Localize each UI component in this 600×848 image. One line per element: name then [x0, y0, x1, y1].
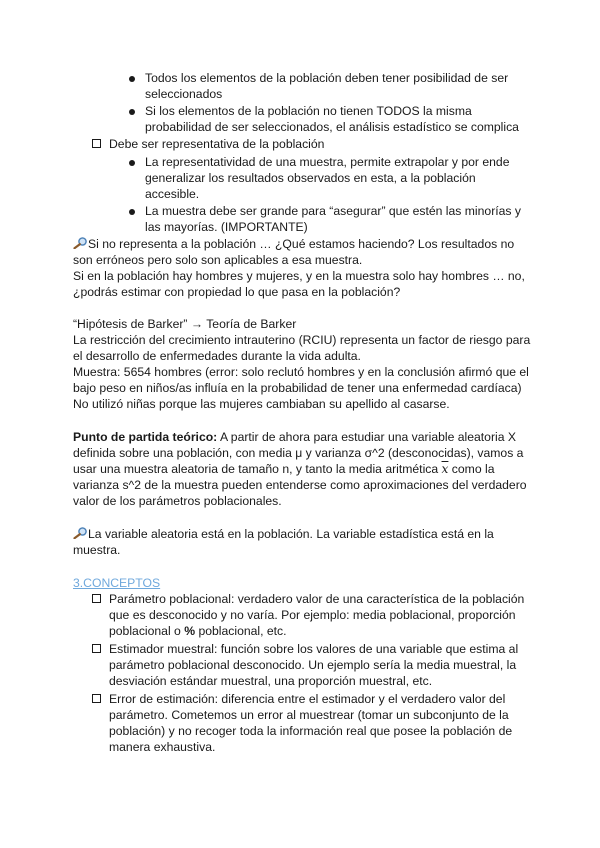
checkbox-icon[interactable]	[92, 594, 101, 603]
checklist-item: Parámetro poblacional: verdadero valor de una característica de la población que es desconocido y no varía. Por ejemplo: media poblacional, proporción poblacional o % poblacional, etc.	[109, 591, 525, 639]
checkbox-icon[interactable]	[92, 694, 101, 703]
bullet-icon	[129, 209, 135, 215]
checkbox-icon[interactable]	[92, 139, 101, 148]
list-item	[145, 154, 523, 202]
list-item-text: Todos los elementos de la población deben tener posibilidad de ser seleccionados	[145, 71, 509, 101]
list-item	[145, 70, 523, 102]
list-item	[145, 103, 523, 135]
bullet-icon	[129, 109, 135, 115]
checklist-item: Error de estimación: diferencia entre el estimador y el verdadero valor del parámetro. Cometemos un error al muestrear (tomar un subconjunto de la población) y no recoger toda la información real que posee la población de manera exhaustiva.	[109, 691, 525, 755]
barker-sample-paragraph: Muestra: 5654 hombres (error: solo reclutó hombres y en la conclusión afirmó que el bajo peso en niños/as influía en la probabilidad de tener una enfermedad cardíaca)	[73, 365, 529, 395]
barker-title: “Hipótesis de Barker” → Teoría de Barker	[73, 317, 297, 331]
theory-paragraph: Punto de partida teórico: A partir de ahora para estudiar una variable aleatoria X definida sobre una población, con media μ y varianza σ^2 (desconocidas), vamos a usar una muestra aleatoria de tamaño n, y tanto la media aritmética $\overline{x}$ como la varianza s^2 de la muestra pueden entenderse como aproximaciones del verdadero valor de los parámetros poblacionales.	[73, 430, 527, 508]
magnifier-icon	[73, 237, 88, 249]
list-item-text: La muestra debe ser grande para “asegurar” que estén las minorías y las mayorías. (IMPORTANTE)	[145, 204, 521, 234]
note-paragraph-2: Si en la población hay hombres y mujeres, y en la muestra solo hay hombres … no, ¿podrás estimar con propiedad lo que pasa en la población?	[73, 269, 525, 299]
checklist-item	[109, 136, 525, 152]
list-item	[145, 203, 523, 235]
checkbox-icon[interactable]	[92, 644, 101, 653]
checklist-item: Estimador muestral: función sobre los valores de una variable que estima al parámetro poblacional desconocido. Un ejemplo sería la media muestral, la desviación estándar muestral, una proporción muestral, etc.	[109, 641, 525, 689]
barker-note-paragraph: No utilizó niñas porque las mujeres cambiaban su apellido al casarse.	[73, 397, 450, 411]
bullet-icon	[129, 160, 135, 166]
note-paragraph: Si no representa a la población … ¿Qué estamos haciendo? Los resultados no son erróneos pero solo son aplicables a esa muestra.	[73, 237, 515, 267]
xbar-symbol: $\overline{x}$	[441, 462, 449, 476]
barker-paragraph: La restricción del crecimiento intrauterino (RCIU) representa un factor de riesgo para el desarrollo de enfermedades durante la vida adulta.	[73, 333, 531, 363]
list-item-text: Si los elementos de la población no tienen TODOS la misma probabilidad de ser seleccionados, el análisis estadístico se complica	[145, 104, 519, 134]
magnifier-icon	[73, 527, 88, 539]
theory-label: Punto de partida teórico:	[73, 430, 218, 444]
variable-note: La variable aleatoria está en la población. La variable estadística está en la muestra.	[73, 527, 494, 557]
list-item-text: La representatividad de una muestra, permite extrapolar y por ende generalizar los resultados observados en esta, a la población accesible.	[145, 155, 510, 201]
section-heading: 3.CONCEPTOS	[73, 576, 161, 590]
checklist-item-text: Debe ser representativa de la población	[109, 137, 325, 151]
bullet-icon	[129, 76, 135, 82]
document-content	[73, 70, 533, 757]
